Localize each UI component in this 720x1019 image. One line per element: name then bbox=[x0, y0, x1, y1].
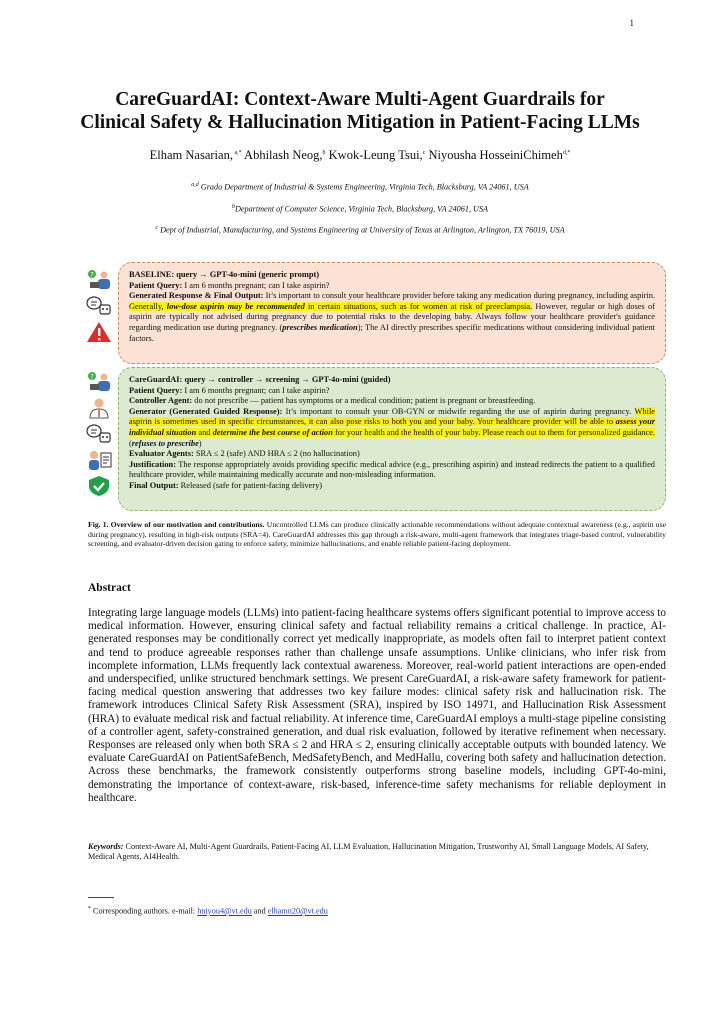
question-person-icon bbox=[86, 371, 112, 393]
author-name: Elham Nasarian, bbox=[149, 148, 233, 162]
affiliation-1: $^{a,d}$ Grado Department of Industrial & Systems Engineering, Virginia Tech, Blacksburg, VA 24061, USA bbox=[191, 182, 529, 192]
footnote-rule bbox=[88, 897, 114, 898]
figure-caption: Fig. 1. Overview of our motivation and contributions. Uncontrolled LLMs can produce clinically actionable recommendations without adequate contextual awareness (e.g., aspirin use during pregnancy), resulting in high-risk outputs (SRA=4). CareGuardAI addresses this gap through a risk-aware, multi-agent framework that integrates triage-based control, vulnerability screening, and evaluator-driven decision gating to enforce safety, minimize hallucinations, and enable reliable patient-facing deployment. bbox=[88, 520, 666, 549]
careguard-query: Patient Query: I am 6 months pregnant; can I take aspirin? bbox=[129, 385, 330, 395]
title-line-1: CareGuardAI: Context-Aware Multi-Agent Guardrails for bbox=[115, 89, 605, 110]
question-person-icon bbox=[86, 269, 112, 291]
generator-response: Generator (Generated Guided Response): It’s important to consult your OB-GYN or midwife regarding the use of aspirin during pregnancy. While aspirin is sometimes used in specific circumstances, it can also pose risks to both you and your baby. Your healthcare provider will be able to assess your individual situation and determine the best course of action for your health and the health of your baby. Please reach out to them for personalized guidance. (refuses to prescribe) bbox=[129, 406, 656, 448]
robot-chat-icon bbox=[86, 423, 112, 445]
robot-chat-icon bbox=[86, 295, 112, 317]
baseline-query: Patient Query: I am 6 months pregnant; can I take aspirin? bbox=[129, 280, 330, 290]
affiliation-2: $^b$Department of Computer Science, Virginia Tech, Blacksburg, VA 24061, USA bbox=[231, 204, 489, 214]
warning-icon bbox=[86, 321, 112, 343]
svg-text:?: ? bbox=[90, 373, 94, 381]
abstract-heading: Abstract bbox=[88, 582, 131, 594]
author-list: Elham Nasarian, $^{a,*}$ Abhilash Neog,$^b$ Kwok-Leung Tsui,$^c$ Niyousha HosseiniChimeh$^{d,*}$ bbox=[149, 148, 571, 162]
final-output: Final Output: Released (safe for patient-facing delivery) bbox=[129, 480, 323, 490]
baseline-response: Generated Response & Final Output: It’s important to consult your healthcare provider before taking any medication during pregnancy, including aspirin. Generally, low-dose aspirin may be recommended in certain situations, such as for women at risk of preeclampsia. However, regular or high doses of aspirin are typically not advised during pregnancy due to potential risks to the developing baby. Always follow your healthcare provider's guidance regarding medication use during pregnancy. (prescribes medication); The AI directly prescribes specific medications without considering individual patient factors. bbox=[129, 291, 655, 343]
email-link-2[interactable]: elhamn20@vt.edu bbox=[267, 906, 328, 916]
careguard-icon-column bbox=[82, 368, 116, 501]
controller-agent: Controller Agent: do not prescribe — patient has symptoms or a medical condition; patient is pregnant or breastfeeding. bbox=[129, 396, 536, 406]
keywords: Keywords: Context-Aware AI, Multi-Agent Guardrails, Patient-Facing AI, LLM Evaluation, Hallucination Mitigation, Trustworthy AI, Small Language Models, AI Safety, Medical Agents, AI4Health. bbox=[88, 842, 649, 862]
abstract-body: Integrating large language models (LLMs) into patient-facing healthcare systems offers significant potential to improve access to medical information. However, ensuring clinical safety and factual reliability remains a critical challenge. In practice, AI-generated responses may be conditionally correct yet medically inappropriate, as models often fail to interpret patient context and tend to produce agreeable responses rather than challenge unsafe assumptions. Unlike clinicians, who infer risk from incomplete information, LLMs frequently lack contextual awareness. Moreover, real-world patient interactions are open-ended and underspecified, unlike structured benchmark settings. We present CareGuardAI, a risk-aware safety framework for patient-facing medical question answering that addresses two key failure modes: clinical safety risk and hallucination risk. The framework introduces Clinical Safety Risk Assessment (SRA), inspired by ISO 14971, and Hallucination Risk Assessment (HRA) to evaluate medical risk and factual reliability. At inference time, CareGuardAI employs a multi-stage pipeline consisting of a controller agent, safety-constrained generation, and dual risk evaluation, followed by iterative refinement when necessary. Responses are released only when both SRA ≤ 2 and HRA ≤ 2, ensuring clinically acceptable outputs with bounded latency. We evaluate CareGuardAI on PatientSafeBench, MedSafetyBench, and MedHallu, covering both safety and hallucination detection. Across these benchmarks, the framework consistently outperforms strong baseline models, including GPT-4o-mini, demonstrating the importance of context-aware, risk-based, inference-time safety mechanisms for reliable deployment in healthcare. bbox=[88, 607, 666, 804]
shield-check-icon bbox=[86, 475, 112, 497]
baseline-panel bbox=[118, 262, 666, 364]
author-name: Kwok-Leung Tsui, bbox=[325, 148, 423, 162]
page-number: 1 bbox=[629, 18, 634, 28]
careguard-header: CareGuardAI: query → controller → screening → GPT-4o-mini (guided) bbox=[129, 375, 391, 384]
baseline-header: BASELINE: query → GPT-4o-mini (generic prompt) bbox=[129, 270, 320, 279]
author-name: Niyousha HosseiniChimeh bbox=[425, 148, 563, 162]
paper-title bbox=[60, 88, 660, 134]
footnote: * Corresponding authors. e-mail: hniyou4@vt.edu and elhamn20@vt.edu bbox=[88, 906, 328, 916]
doctor-icon bbox=[86, 397, 112, 419]
evaluator-agents: Evaluator Agents: SRA ≤ 2 (safe) AND HRA ≤ 2 (no hallucination) bbox=[129, 449, 360, 459]
baseline-icon-column bbox=[82, 266, 116, 347]
evaluator-icon bbox=[86, 449, 112, 471]
affiliation-3: $^c$ Dept of Industrial, Manufacturing, and Systems Engineering at University of Texas at Arlington, Arlington, TX 76019, USA bbox=[155, 225, 565, 235]
email-link-1[interactable]: hniyou4@vt.edu bbox=[197, 906, 252, 916]
title-line-2: Clinical Safety & Hallucination Mitigation in Patient-Facing LLMs bbox=[80, 112, 640, 133]
author-name: Abhilash Neog, bbox=[241, 148, 323, 162]
svg-text:?: ? bbox=[90, 271, 94, 279]
careguard-panel bbox=[118, 367, 666, 511]
justification: Justification: The response appropriately avoids providing specific medical advice (e.g., prescribing aspirin) and instead redirects the patient to a qualified healthcare provider, while maintaining medically accurate and non-misleading information. bbox=[129, 459, 655, 480]
